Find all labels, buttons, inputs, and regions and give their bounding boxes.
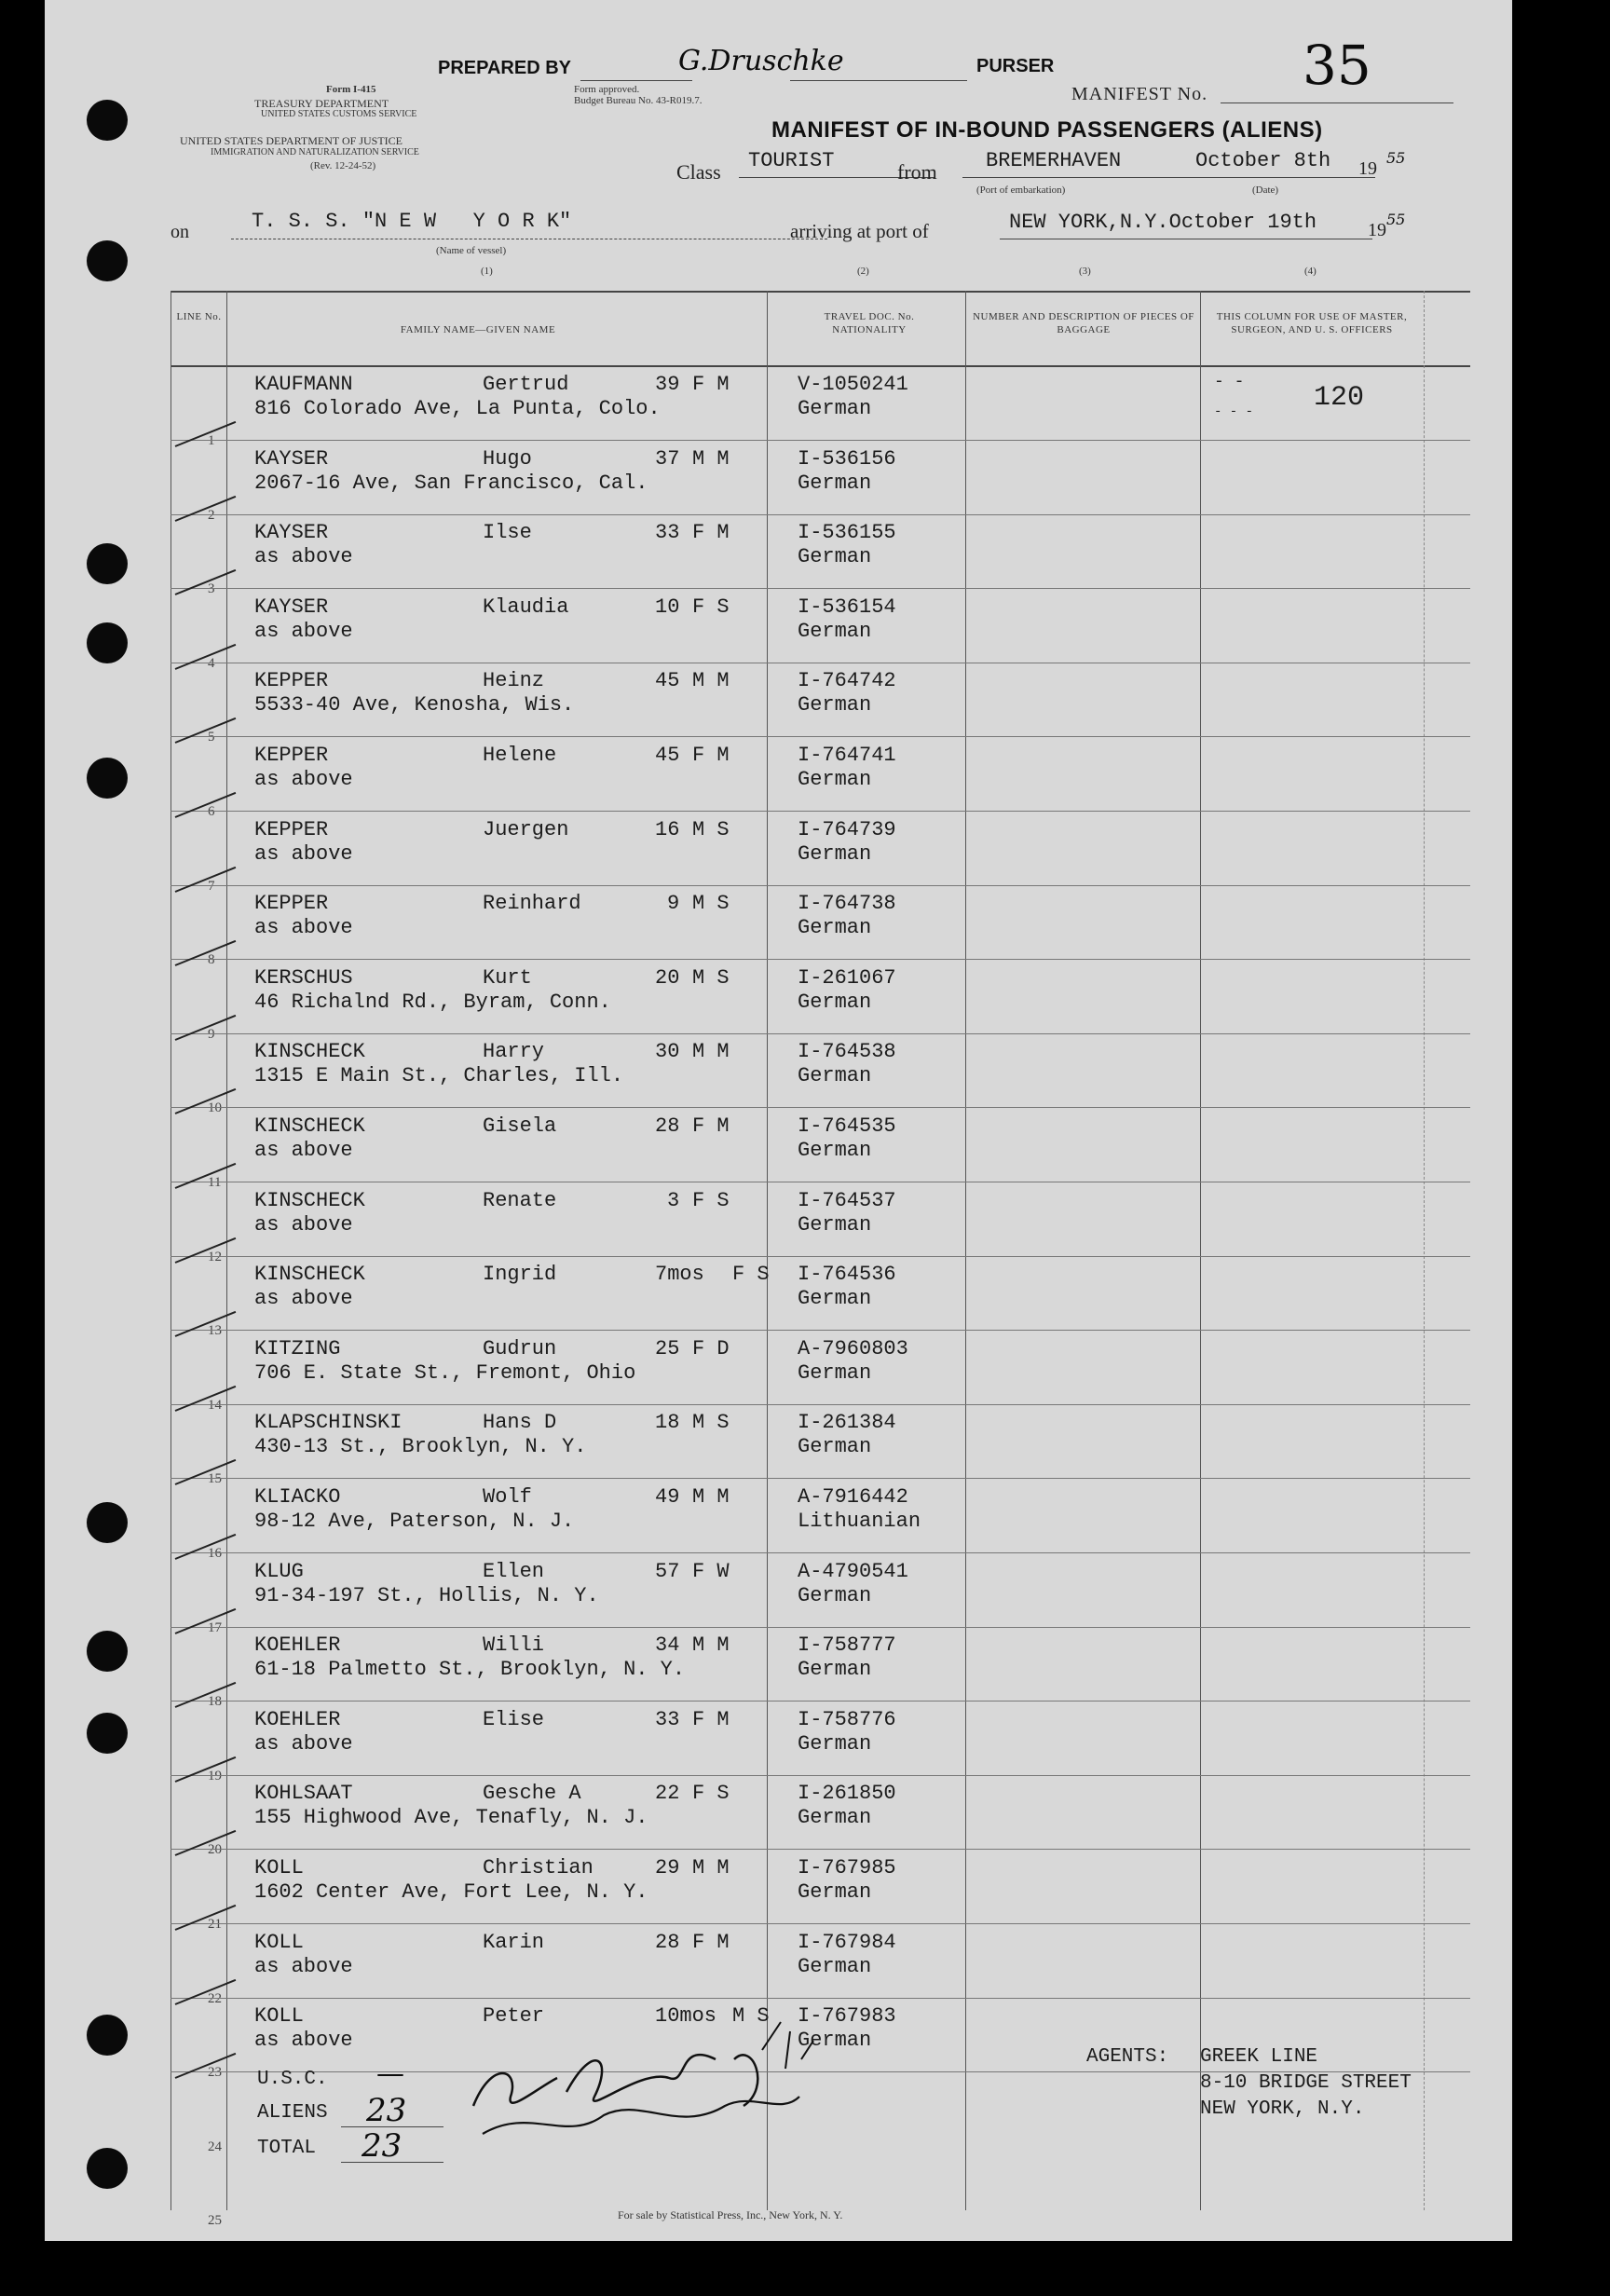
agents-line-3: NEW YORK, N.Y. bbox=[1200, 2098, 1365, 2120]
passenger-address: as above bbox=[254, 842, 353, 866]
col-caption-2: (2) bbox=[857, 266, 869, 277]
passenger-travel-doc: I-758777 bbox=[798, 1633, 896, 1657]
row-divider bbox=[171, 1404, 1470, 1405]
arriving-label: arriving at port of bbox=[790, 220, 929, 242]
passenger-sex-status: M M bbox=[692, 1856, 730, 1879]
line-number: 21 bbox=[208, 1917, 222, 1932]
row-divider bbox=[171, 1998, 1470, 1999]
binder-hole bbox=[87, 2015, 128, 2056]
passenger-given-name: Kurt bbox=[483, 966, 532, 990]
passenger-age: 34 bbox=[655, 1633, 680, 1657]
passenger-address: 430-13 St., Brooklyn, N. Y. bbox=[254, 1435, 587, 1458]
manifest-no-label: MANIFEST No. bbox=[1071, 84, 1208, 104]
prepared-by-label: PREPARED BY bbox=[438, 58, 571, 78]
passenger-travel-doc: V-1050241 bbox=[798, 373, 908, 396]
passenger-age: 20 bbox=[655, 966, 680, 990]
passenger-address: as above bbox=[254, 545, 353, 568]
official-note: 120 bbox=[1314, 382, 1365, 414]
passenger-given-name: Hugo bbox=[483, 447, 532, 471]
passenger-travel-doc: I-764537 bbox=[798, 1189, 896, 1212]
passenger-sex-status: F M bbox=[692, 1114, 730, 1138]
passenger-address: as above bbox=[254, 916, 353, 939]
passenger-given-name: Ilse bbox=[483, 521, 532, 544]
col-header-official-use: THIS COLUMN FOR USE OF MASTER, SURGEON, AND U. S. OFFICERS bbox=[1216, 311, 1408, 335]
passenger-sex-status: F S bbox=[732, 1263, 770, 1286]
passenger-given-name: Ingrid bbox=[483, 1263, 557, 1286]
col-header-family-name: FAMILY NAME—GIVEN NAME bbox=[400, 324, 556, 335]
passenger-address: 5533-40 Ave, Kenosha, Wis. bbox=[254, 693, 575, 717]
passenger-sex-status: F S bbox=[692, 1782, 730, 1805]
passenger-given-name: Reinhard bbox=[483, 892, 581, 915]
passenger-address: as above bbox=[254, 620, 353, 643]
passenger-given-name: Hans D bbox=[483, 1411, 557, 1434]
passenger-nationality: German bbox=[798, 693, 872, 717]
line-number: 4 bbox=[208, 656, 215, 671]
passenger-given-name: Wolf bbox=[483, 1485, 532, 1509]
col-header-travel-doc: TRAVEL DOC. No. NATIONALITY bbox=[824, 311, 915, 335]
passenger-travel-doc: I-764742 bbox=[798, 669, 896, 692]
binder-hole bbox=[87, 543, 128, 584]
passenger-sex-status: M M bbox=[692, 447, 730, 471]
passenger-travel-doc: I-758776 bbox=[798, 1708, 896, 1731]
passenger-age: 45 bbox=[655, 669, 680, 692]
row-divider bbox=[171, 1775, 1470, 1776]
passenger-sex-status: F M bbox=[692, 373, 730, 396]
passenger-age: 49 bbox=[655, 1485, 680, 1509]
col-header-baggage: NUMBER AND DESCRIPTION OF PIECES OF BAGGAGE bbox=[973, 311, 1194, 335]
passenger-nationality: German bbox=[798, 991, 872, 1014]
total-value: 23 bbox=[362, 2127, 402, 2165]
passenger-surname: KOLL bbox=[254, 1931, 304, 1954]
passenger-sex-status: F M bbox=[692, 744, 730, 767]
footer-printer: For sale by Statistical Press, Inc., New York, N. Y. bbox=[618, 2208, 843, 2221]
passenger-nationality: German bbox=[798, 472, 872, 495]
passenger-address: as above bbox=[254, 2029, 353, 2052]
line-number: 3 bbox=[208, 581, 215, 596]
passenger-nationality: German bbox=[798, 1658, 872, 1681]
col-caption-4: (4) bbox=[1304, 266, 1317, 277]
date-caption: (Date) bbox=[1252, 184, 1279, 196]
passenger-sex-status: F S bbox=[692, 595, 730, 619]
year-prefix: 19 bbox=[1358, 158, 1377, 179]
passenger-address: 816 Colorado Ave, La Punta, Colo. bbox=[254, 397, 661, 420]
passenger-given-name: Gertrud bbox=[483, 373, 569, 396]
budget-bureau: Budget Bureau No. 43-R019.7. bbox=[574, 95, 703, 106]
passenger-nationality: German bbox=[798, 1361, 872, 1385]
passenger-sex-status: M M bbox=[692, 669, 730, 692]
passenger-nationality: German bbox=[798, 1435, 872, 1458]
passenger-sex-status: M S bbox=[692, 1411, 730, 1434]
passenger-age: 45 bbox=[655, 744, 680, 767]
treasury-dept: TREASURY DEPARTMENT bbox=[254, 97, 389, 110]
passenger-nationality: German bbox=[798, 916, 872, 939]
passenger-travel-doc: I-764535 bbox=[798, 1114, 896, 1138]
line-number: 14 bbox=[208, 1398, 222, 1413]
binder-hole bbox=[87, 1502, 128, 1543]
passenger-age: 39 bbox=[655, 373, 680, 396]
form-approved: Form approved. bbox=[574, 84, 640, 95]
row-divider bbox=[171, 736, 1470, 737]
purser-label: PURSER bbox=[976, 56, 1055, 76]
passenger-address: 98-12 Ave, Paterson, N. J. bbox=[254, 1510, 575, 1533]
passenger-age: 28 bbox=[655, 1114, 680, 1138]
passenger-age: 7mos bbox=[655, 1263, 704, 1286]
row-divider bbox=[171, 1849, 1470, 1850]
agents-label: AGENTS: bbox=[1086, 2046, 1169, 2068]
line-number: 9 bbox=[208, 1027, 215, 1042]
usc-label: U.S.C. bbox=[257, 2069, 328, 2090]
passenger-travel-doc: A-7916442 bbox=[798, 1485, 908, 1509]
passenger-surname: KOLL bbox=[254, 2004, 304, 2028]
line-number: 5 bbox=[208, 730, 215, 745]
passenger-sex-status: F M bbox=[692, 521, 730, 544]
line-number: 22 bbox=[208, 1991, 222, 2006]
line-number: 1 bbox=[208, 433, 215, 448]
passenger-address: 61-18 Palmetto St., Brooklyn, N. Y. bbox=[254, 1658, 686, 1681]
row-divider bbox=[171, 1033, 1470, 1034]
row-divider bbox=[171, 588, 1470, 589]
passenger-given-name: Elise bbox=[483, 1708, 545, 1731]
passenger-travel-doc: I-767985 bbox=[798, 1856, 896, 1879]
passenger-age: 9 bbox=[667, 892, 680, 915]
passenger-travel-doc: I-261384 bbox=[798, 1411, 896, 1434]
passenger-nationality: German bbox=[798, 397, 872, 420]
binder-hole bbox=[87, 240, 128, 281]
binder-hole bbox=[87, 1713, 128, 1754]
line-number: 16 bbox=[208, 1546, 222, 1561]
passenger-given-name: Ellen bbox=[483, 1560, 545, 1583]
passenger-address: as above bbox=[254, 1139, 353, 1162]
passenger-surname: KOHLSAAT bbox=[254, 1782, 353, 1805]
passenger-sex-status: M M bbox=[692, 1633, 730, 1657]
passenger-sex-status: F M bbox=[692, 1708, 730, 1731]
passenger-travel-doc: A-4790541 bbox=[798, 1560, 908, 1583]
manifest-number: 35 bbox=[1303, 34, 1371, 97]
passenger-address: 46 Richalnd Rd., Byram, Conn. bbox=[254, 991, 611, 1014]
passenger-given-name: Willi bbox=[483, 1633, 545, 1657]
passenger-surname: KOLL bbox=[254, 1856, 304, 1879]
passenger-nationality: German bbox=[798, 1064, 872, 1087]
aliens-value: 23 bbox=[366, 2092, 407, 2129]
passenger-surname: KEPPER bbox=[254, 669, 329, 692]
arrival-port-date: NEW YORK,N.Y.October 19th bbox=[1009, 211, 1317, 234]
passenger-address: 1602 Center Ave, Fort Lee, N. Y. bbox=[254, 1880, 648, 1904]
passenger-surname: KEPPER bbox=[254, 818, 329, 841]
passenger-address: 706 E. State St., Fremont, Ohio bbox=[254, 1361, 636, 1385]
passenger-nationality: German bbox=[798, 1139, 872, 1162]
passenger-given-name: Renate bbox=[483, 1189, 557, 1212]
passenger-surname: KLIACKO bbox=[254, 1485, 341, 1509]
passenger-nationality: German bbox=[798, 1584, 872, 1607]
passenger-travel-doc: I-764536 bbox=[798, 1263, 896, 1286]
passenger-age: 29 bbox=[655, 1856, 680, 1879]
line-number: 7 bbox=[208, 879, 215, 894]
passenger-surname: KAYSER bbox=[254, 521, 329, 544]
passenger-given-name: Gesche A bbox=[483, 1782, 581, 1805]
passenger-travel-doc: I-764738 bbox=[798, 892, 896, 915]
passenger-given-name: Heinz bbox=[483, 669, 545, 692]
total-label: TOTAL bbox=[257, 2138, 317, 2159]
departure-date: October 8th bbox=[1195, 149, 1331, 172]
official-signature bbox=[455, 2003, 846, 2152]
line-number: 15 bbox=[208, 1471, 222, 1486]
passenger-surname: KINSCHECK bbox=[254, 1040, 365, 1063]
row-divider bbox=[171, 885, 1470, 886]
passenger-travel-doc: I-767983 bbox=[798, 2004, 896, 2028]
line-number: 20 bbox=[208, 1842, 222, 1857]
line-number: 24 bbox=[208, 2139, 222, 2154]
passenger-surname: KAYSER bbox=[254, 595, 329, 619]
line-number: 2 bbox=[208, 508, 215, 523]
passenger-age: 10mos bbox=[655, 2004, 717, 2028]
passenger-nationality: German bbox=[798, 768, 872, 791]
passenger-travel-doc: I-536156 bbox=[798, 447, 896, 471]
form-number: Form I-415 bbox=[326, 84, 376, 95]
row-divider bbox=[171, 1478, 1470, 1479]
revision: (Rev. 12-24-52) bbox=[310, 160, 376, 171]
line-number: 17 bbox=[208, 1620, 222, 1635]
passenger-surname: KEPPER bbox=[254, 744, 329, 767]
passenger-address: 2067-16 Ave, San Francisco, Cal. bbox=[254, 472, 648, 495]
passenger-given-name: Gisela bbox=[483, 1114, 557, 1138]
passenger-age: 3 bbox=[667, 1189, 680, 1212]
passenger-given-name: Christian bbox=[483, 1856, 594, 1879]
row-divider bbox=[171, 959, 1470, 960]
passenger-surname: KAYSER bbox=[254, 447, 329, 471]
agents-line-1: GREEK LINE bbox=[1200, 2046, 1318, 2068]
passenger-nationality: German bbox=[798, 1880, 872, 1904]
passenger-surname: KITZING bbox=[254, 1337, 341, 1360]
passenger-travel-doc: I-261850 bbox=[798, 1782, 896, 1805]
manifest-page: PREPARED BY G.Druschke PURSER MANIFEST No. 35 Form I-415 TREASURY DEPARTMENT UNITED STATES CUSTOMS SERVICE Form approved. Budget Bureau No. 43-R019.7. UNITED STATES DEPARTMENT OF JUSTICE IMMIGRATION AND NATURALIZATION SERVICE (Rev. 12-24-52) MANIFEST OF IN-BOUND PASSENGERS (ALIENS) Class TOURIST from BREMERHAVEN (Port of embarkation) October 8th (Date) 19 55 on T. S. S. "N E W Y O R K" (Name of vessel) arriving at port of NEW YORK,N.Y.October 19th 19 55 (1) (2) (3) (4) LINE No. FAMILY NAME—GIVEN NAME TRAVEL DOC. No. NATIONALITY NUMBER AND DESCRIPTION OF PIECES OF BAGGAGE THIS COLUMN FOR USE OF MASTER, SURGEON, AND U. S. OFFICERS 120 - - - - - KAUFMANN Gertrud 39 F M 816 Colorado Ave, La Punta, Colo. V-1050241 German 1 KAYSER Hugo 37 M M 2067-16 Ave, San Francisco, Cal. I-536156 German 2 KAYSER Ilse 33 F M as above I-536155 German 3 KAYSER Klaudia 10 F S as above I-536154 German 4 KEPPER Heinz 45 M M 5533-40 Ave, Kenosha, Wis. I-764742 German 5 KEPPER Helene 45 F M as above I-764741 German 6 KEPPER Juergen 16 M S as above I-764739 German 7 KEPPER Reinhard 9 M S as above I-764738 German 8 KERSCHUS Kurt 20 M S 46 Richalnd Rd., Byram, Conn. I-261067 German 9 KINSCHECK Harry 30 M M 1315 E Main St., Charles, Ill. I-764538 German 10 KINSCHECK Gisela 28 F M as above I-764535 German 11 KINSCHECK Renate 3 F S as above I-764537 German 12 KINSCHECK Ingrid 7mos F S as above I-764536 German 13 KITZING Gudrun 25 F D 706 E. State St., Fremont, Ohio A-7960803 German 14 KLAPSCHINSKI Hans D 18 M S 430-13 St., Brooklyn, N. Y. I-261384 German 15 KLIACKO Wolf 49 M M 98-12 Ave, Paterson, N. J. A-7916442 Lithuanian 16 KLUG Ellen 57 F W 91-34-197 St., Hollis, N. Y. A-4790541 German 17 KOEHLER Willi 34 M M 61-18 Palmetto St., Brooklyn, N. Y. I-758777 German 18 KOEHLER Elise 33 F M as above I-758776 German 19 KOHLSAAT Gesche A 22 F S 155 Highwood Ave, Tenafly, N. J. I-261850 German 20 KOLL Christian 29 M M 1602 Center Ave, Fort Lee, N. Y. I-767985 German 21 KOLL Karin 28 F M as above I-767984 German 22 KOLL Peter 10mos M S as above I-767983 German 23 24 25 U.S.C. — ALIENS 23 TOTAL 23 AGENTS: GREEK LINE 8-10 BRIDGE STREET NEW YORK, N.Y. For sale by Statistical Press, Inc., New York, N. Y. bbox=[45, 0, 1512, 2241]
passenger-given-name: Harry bbox=[483, 1040, 545, 1063]
passenger-given-name: Klaudia bbox=[483, 595, 569, 619]
passenger-address: 91-34-197 St., Hollis, N. Y. bbox=[254, 1584, 599, 1607]
passenger-age: 37 bbox=[655, 447, 680, 471]
customs-service: UNITED STATES CUSTOMS SERVICE bbox=[261, 109, 417, 119]
passenger-surname: KEPPER bbox=[254, 892, 329, 915]
passenger-sex-status: M S bbox=[692, 966, 730, 990]
row-divider bbox=[171, 514, 1470, 515]
vessel-name: T. S. S. "N E W Y O R K" bbox=[252, 210, 572, 233]
col-header-line-no: LINE No. bbox=[176, 311, 222, 322]
passenger-sex-status: F M bbox=[692, 1931, 730, 1954]
prepared-by-signature: G.Druschke bbox=[678, 45, 844, 77]
passenger-age: 10 bbox=[655, 595, 680, 619]
passenger-nationality: German bbox=[798, 1806, 872, 1829]
passenger-address: as above bbox=[254, 1287, 353, 1310]
passenger-age: 33 bbox=[655, 1708, 680, 1731]
vessel-caption: (Name of vessel) bbox=[436, 245, 507, 256]
passenger-surname: KAUFMANN bbox=[254, 373, 353, 396]
passenger-surname: KOEHLER bbox=[254, 1708, 341, 1731]
passenger-sex-status: M M bbox=[692, 1485, 730, 1509]
line-number: 12 bbox=[208, 1250, 222, 1264]
passenger-surname: KINSCHECK bbox=[254, 1263, 365, 1286]
row-divider bbox=[171, 1107, 1470, 1108]
row-divider bbox=[171, 1330, 1470, 1331]
passenger-sex-status: F W bbox=[692, 1560, 730, 1583]
passenger-age: 18 bbox=[655, 1411, 680, 1434]
from-value: BREMERHAVEN bbox=[986, 149, 1122, 172]
passenger-surname: KERSCHUS bbox=[254, 966, 353, 990]
manifest-title: MANIFEST OF IN-BOUND PASSENGERS (ALIENS) bbox=[771, 117, 1323, 143]
passenger-address: as above bbox=[254, 1955, 353, 1978]
passenger-given-name: Juergen bbox=[483, 818, 569, 841]
class-label: Class bbox=[676, 160, 721, 184]
passenger-address: 1315 E Main St., Charles, Ill. bbox=[254, 1064, 624, 1087]
line-number: 23 bbox=[208, 2065, 222, 2080]
usc-value: — bbox=[376, 2057, 404, 2090]
passenger-travel-doc: I-536155 bbox=[798, 521, 896, 544]
binder-hole bbox=[87, 758, 128, 799]
passenger-given-name: Gudrun bbox=[483, 1337, 557, 1360]
row-divider bbox=[171, 1552, 1470, 1553]
passenger-sex-status: F S bbox=[692, 1189, 730, 1212]
passenger-surname: KINSCHECK bbox=[254, 1189, 365, 1212]
line-number: 8 bbox=[208, 952, 215, 967]
passenger-surname: KLUG bbox=[254, 1560, 304, 1583]
passenger-nationality: German bbox=[798, 1955, 872, 1978]
line-number: 13 bbox=[208, 1323, 222, 1338]
passenger-sex-status: M S bbox=[732, 2004, 770, 2028]
passenger-nationality: German bbox=[798, 2029, 872, 2052]
line-number: 11 bbox=[208, 1175, 222, 1190]
passenger-address: 155 Highwood Ave, Tenafly, N. J. bbox=[254, 1806, 648, 1829]
line-number: 10 bbox=[208, 1100, 222, 1115]
passenger-travel-doc: I-536154 bbox=[798, 595, 896, 619]
aliens-label: ALIENS bbox=[257, 2102, 328, 2124]
passenger-given-name: Peter bbox=[483, 2004, 545, 2028]
year-value: 55 bbox=[1386, 149, 1406, 167]
row-divider bbox=[171, 440, 1470, 441]
passenger-nationality: German bbox=[798, 1213, 872, 1237]
passenger-address: as above bbox=[254, 1732, 353, 1756]
passenger-age: 25 bbox=[655, 1337, 680, 1360]
passenger-age: 28 bbox=[655, 1931, 680, 1954]
row-divider bbox=[171, 1627, 1470, 1628]
passenger-nationality: German bbox=[798, 620, 872, 643]
class-value: TOURIST bbox=[748, 149, 835, 172]
passenger-age: 30 bbox=[655, 1040, 680, 1063]
passenger-travel-doc: I-767984 bbox=[798, 1931, 896, 1954]
col-caption-3: (3) bbox=[1079, 266, 1091, 277]
row-divider bbox=[171, 1923, 1470, 1924]
on-label: on bbox=[171, 222, 189, 242]
passenger-travel-doc: I-764538 bbox=[798, 1040, 896, 1063]
passenger-travel-doc: I-764741 bbox=[798, 744, 896, 767]
passenger-given-name: Helene bbox=[483, 744, 557, 767]
binder-hole bbox=[87, 1631, 128, 1672]
passenger-surname: KOEHLER bbox=[254, 1633, 341, 1657]
passenger-surname: KINSCHECK bbox=[254, 1114, 365, 1138]
from-label: from bbox=[897, 160, 937, 184]
arrival-year: 55 bbox=[1386, 211, 1406, 228]
passenger-surname: KLAPSCHINSKI bbox=[254, 1411, 402, 1434]
binder-hole bbox=[87, 100, 128, 141]
passenger-sex-status: M S bbox=[692, 892, 730, 915]
line-number: 6 bbox=[208, 804, 215, 819]
col-caption-1: (1) bbox=[481, 266, 493, 277]
passenger-address: as above bbox=[254, 768, 353, 791]
passenger-sex-status: F D bbox=[692, 1337, 730, 1360]
line-number: 25 bbox=[208, 2213, 222, 2228]
binder-hole bbox=[87, 622, 128, 663]
row-divider bbox=[171, 1701, 1470, 1702]
passenger-age: 22 bbox=[655, 1782, 680, 1805]
passenger-age: 33 bbox=[655, 521, 680, 544]
ins-service: IMMIGRATION AND NATURALIZATION SERVICE bbox=[211, 147, 419, 157]
justice-dept: UNITED STATES DEPARTMENT OF JUSTICE bbox=[180, 134, 403, 147]
passenger-sex-status: M M bbox=[692, 1040, 730, 1063]
agents-line-2: 8-10 BRIDGE STREET bbox=[1200, 2072, 1412, 2094]
passenger-address: as above bbox=[254, 1213, 353, 1237]
row-divider bbox=[171, 811, 1470, 812]
passenger-nationality: German bbox=[798, 1287, 872, 1310]
passenger-age: 57 bbox=[655, 1560, 680, 1583]
line-number: 18 bbox=[208, 1694, 222, 1709]
passenger-travel-doc: I-764739 bbox=[798, 818, 896, 841]
passenger-age: 16 bbox=[655, 818, 680, 841]
embarkation-caption: (Port of embarkation) bbox=[976, 184, 1066, 196]
line-number: 19 bbox=[208, 1769, 222, 1784]
passenger-nationality: German bbox=[798, 1732, 872, 1756]
passenger-nationality: Lithuanian bbox=[798, 1510, 921, 1533]
row-divider bbox=[171, 1256, 1470, 1257]
passenger-sex-status: M S bbox=[692, 818, 730, 841]
passenger-nationality: German bbox=[798, 842, 872, 866]
passenger-given-name: Karin bbox=[483, 1931, 545, 1954]
passenger-travel-doc: A-7960803 bbox=[798, 1337, 908, 1360]
binder-hole bbox=[87, 2148, 128, 2189]
passenger-nationality: German bbox=[798, 545, 872, 568]
passenger-travel-doc: I-261067 bbox=[798, 966, 896, 990]
